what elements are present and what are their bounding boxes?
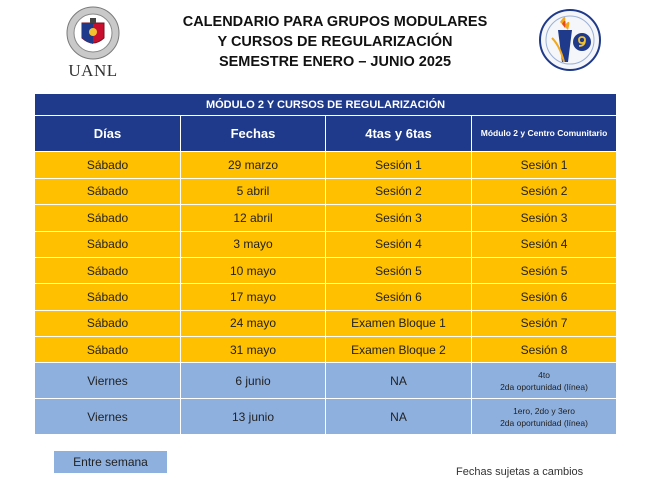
cell-date: 29 marzo [181,152,326,178]
cell-day: Viernes [35,399,181,435]
anniversary-torch-logo-icon [538,8,602,74]
cell-group-b-line: 4to [538,369,550,380]
cell-date: 12 abril [181,205,326,231]
uanl-logo-text: UANL [68,61,118,80]
cell-group-b-line: 2da oportunidad (línea) [500,381,588,392]
cell-group-b: Sesión 5 [472,257,617,283]
cell-group-a: Sesión 5 [326,257,472,283]
title-line-2: Y CURSOS DE REGULARIZACIÓN [217,34,453,50]
table-row [35,205,617,231]
column-header-group-a: 4tas y 6tas [326,116,472,152]
cell-date: 10 mayo [181,257,326,283]
cell-group-b: Sesión 3 [472,205,617,231]
cell-date: 17 mayo [181,284,326,310]
uanl-logo [60,6,126,82]
cell-day: Sábado [35,284,181,310]
cell-day: Sábado [35,257,181,283]
cell-day: Sábado [35,152,181,178]
cell-group-b-line: 1ero, 2do y 3ero [513,405,575,416]
cell-day: Sábado [35,205,181,231]
table-row [35,257,617,283]
cell-group-b: Sesión 8 [472,337,617,363]
cell-date: 6 junio [181,363,326,399]
cell-group-b [472,363,617,399]
cell-day: Viernes [35,363,181,399]
cell-date: 31 mayo [181,337,326,363]
table-row [35,152,617,178]
table-row [35,231,617,257]
cell-date: 24 mayo [181,310,326,336]
cell-group-b: Sesión 1 [472,152,617,178]
page-title [150,12,520,72]
cell-group-b [472,399,617,435]
table-banner: MÓDULO 2 Y CURSOS DE REGULARIZACIÓN [35,94,617,116]
cell-day: Sábado [35,231,181,257]
table-banner-row [35,94,617,116]
cell-group-a: Sesión 6 [326,284,472,310]
table-row [35,337,617,363]
table-header-row [35,116,617,152]
cell-group-a: Sesión 1 [326,152,472,178]
cell-day: Sábado [35,337,181,363]
title-line-1: CALENDARIO PARA GRUPOS MODULARES [182,14,488,30]
cell-group-b-line: 2da oportunidad (línea) [500,417,588,428]
cell-group-a: Sesión 2 [326,178,472,204]
column-header-group-b: Módulo 2 y Centro Comunitario [472,116,617,152]
uanl-seal-icon [66,6,120,60]
footnote: Fechas sujetas a cambios [456,466,584,478]
cell-date: 5 abril [181,178,326,204]
cell-group-a: NA [326,399,472,435]
cell-date: 13 junio [181,399,326,435]
title-line-3: SEMESTRE ENERO – JUNIO 2025 [218,54,452,70]
column-header-days: Días [35,116,181,152]
table-row [35,399,617,435]
cell-group-b: Sesión 7 [472,310,617,336]
cell-day: Sábado [35,178,181,204]
cell-day: Sábado [35,310,181,336]
cell-group-a: Sesión 4 [326,231,472,257]
column-header-dates: Fechas [181,116,326,152]
cell-group-a: Examen Bloque 1 [326,310,472,336]
cell-group-a: Sesión 3 [326,205,472,231]
schedule-table [34,93,617,435]
cell-group-a: NA [326,363,472,399]
legend-weekday: Entre semana [54,451,167,473]
cell-group-b: Sesión 2 [472,178,617,204]
table-row [35,363,617,399]
cell-group-b: Sesión 6 [472,284,617,310]
table-row [35,178,617,204]
cell-date: 3 mayo [181,231,326,257]
table-row [35,284,617,310]
cell-group-a: Examen Bloque 2 [326,337,472,363]
table-row [35,310,617,336]
cell-group-b: Sesión 4 [472,231,617,257]
